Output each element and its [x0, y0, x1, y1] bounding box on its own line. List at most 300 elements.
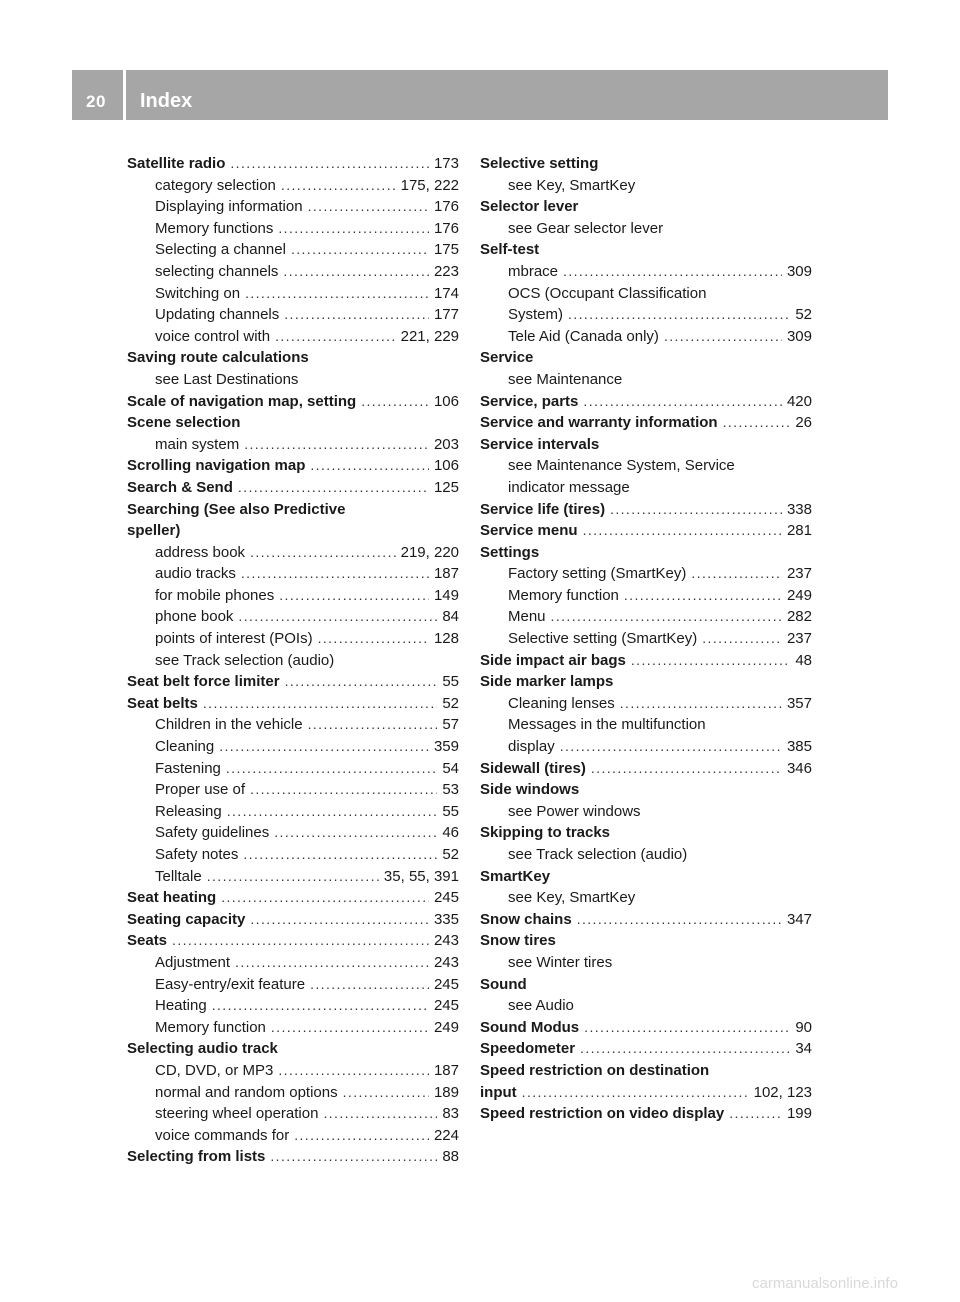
dot-leader — [729, 1103, 782, 1125]
index-subentry — [127, 369, 459, 391]
entry-label: CD, DVD, or MP3 — [155, 1061, 274, 1079]
entry-label: Side impact air bags — [480, 651, 626, 669]
index-entry — [127, 1038, 459, 1060]
index-entry — [127, 1146, 459, 1168]
page-reference: 106 — [433, 392, 459, 410]
index-subentry — [127, 434, 459, 456]
entry-label: Satellite radio — [127, 155, 226, 172]
entry-label: audio tracks — [155, 565, 236, 583]
index-subentry — [127, 326, 459, 348]
dot-leader — [235, 952, 429, 974]
page-reference: 106 — [433, 457, 459, 475]
dot-leader — [308, 714, 438, 736]
dot-leader — [580, 1038, 790, 1060]
page-reference: 243 — [433, 953, 459, 971]
entry-label: Cleaning — [155, 738, 215, 756]
index-subentry — [127, 218, 459, 240]
index-subentry — [127, 283, 459, 305]
dot-leader — [568, 304, 790, 326]
entry-label: see Key, SmartKey — [508, 889, 636, 907]
entry-label: Settings — [480, 543, 540, 561]
page-reference: 187 — [433, 565, 459, 583]
entry-label: Service menu — [480, 522, 578, 540]
watermark: carmanualsonline.info — [752, 1275, 898, 1292]
dot-leader — [291, 239, 429, 261]
entry-label: Displaying information — [155, 198, 303, 216]
index-subentry — [480, 693, 812, 715]
page-reference: 102, 123 — [753, 1083, 812, 1101]
entry-label: see Audio — [508, 997, 574, 1015]
dot-leader — [221, 887, 429, 909]
entry-label: Tele Aid (Canada only) — [508, 327, 659, 345]
entry-label: Children in the vehicle — [155, 716, 303, 734]
dot-leader — [271, 1017, 429, 1039]
page-reference: 221, 229 — [400, 327, 459, 345]
entry-label: Switching on — [155, 284, 241, 302]
dot-leader — [227, 801, 438, 823]
page-number: 20 — [86, 92, 106, 111]
entry-label: display — [508, 738, 555, 756]
dot-leader — [238, 477, 429, 499]
dot-leader — [285, 671, 438, 693]
dot-leader — [226, 758, 437, 780]
index-entry — [480, 347, 812, 369]
dot-leader — [323, 1103, 437, 1125]
page-reference: 347 — [786, 910, 812, 928]
page-reference: 224 — [433, 1126, 459, 1144]
entry-label: mbrace — [508, 262, 559, 280]
dot-leader — [274, 822, 437, 844]
index-entry — [480, 866, 812, 888]
index-entry — [480, 153, 812, 175]
index-subentry — [480, 563, 812, 585]
entry-label: Seat belt force limiter — [127, 673, 280, 691]
index-subentry — [127, 1060, 459, 1082]
entry-label: Adjustment — [155, 953, 231, 971]
entry-label: speller) — [127, 522, 181, 540]
index-subentry — [127, 714, 459, 736]
dot-leader — [310, 455, 429, 477]
index-entry — [480, 1060, 812, 1082]
entry-label: Memory function — [155, 1018, 266, 1036]
dot-leader — [172, 930, 429, 952]
entry-label: System) — [508, 306, 564, 324]
entry-label: Safety notes — [155, 846, 239, 863]
index-subentry — [480, 714, 812, 736]
index-entry — [480, 822, 812, 844]
index-entry — [480, 542, 812, 564]
index-entry — [480, 391, 812, 413]
page-reference: 359 — [433, 738, 459, 756]
page-reference: 243 — [433, 932, 459, 950]
dot-leader — [250, 909, 429, 931]
entry-label: see Track selection (audio) — [155, 651, 335, 669]
index-subentry — [127, 1017, 459, 1039]
entry-label: Side marker lamps — [480, 673, 614, 691]
index-subentry — [127, 779, 459, 801]
entry-label: Service, parts — [480, 392, 579, 410]
entry-label: steering wheel operation — [155, 1105, 319, 1123]
index-subentry — [480, 175, 812, 197]
index-entry — [480, 909, 812, 931]
index-entry — [480, 1017, 812, 1039]
index-entry — [480, 758, 812, 780]
index-column-left — [127, 153, 459, 1168]
page-reference: 128 — [433, 630, 459, 648]
page-reference: 219, 220 — [400, 543, 459, 561]
entry-label: see Track selection (audio) — [508, 846, 688, 863]
page-reference: 52 — [795, 306, 812, 324]
index-entry — [127, 693, 459, 715]
entry-label: Selecting from lists — [127, 1148, 266, 1166]
dot-leader — [203, 693, 437, 715]
entry-label: Service — [480, 349, 534, 367]
index-subentry — [127, 952, 459, 974]
index-subentry — [127, 239, 459, 261]
index-subentry — [127, 866, 459, 888]
index-subentry — [127, 844, 459, 866]
index-entry — [127, 499, 459, 521]
dot-leader — [610, 499, 782, 521]
entry-label: Sound — [480, 975, 527, 993]
index-subentry — [127, 758, 459, 780]
entry-label: see Maintenance System, Service — [508, 457, 735, 475]
page-reference: 223 — [433, 262, 459, 280]
index-subentry — [480, 887, 812, 909]
entry-label: Sound Modus — [480, 1018, 580, 1036]
entry-label: see Power windows — [508, 802, 641, 820]
index-subentry — [127, 736, 459, 758]
page-reference: 57 — [442, 716, 459, 734]
dot-leader — [551, 606, 782, 628]
index-entry — [480, 520, 812, 542]
page-reference: 237 — [786, 565, 812, 583]
index-subentry — [127, 304, 459, 326]
dot-leader — [664, 326, 782, 348]
page-reference: 35, 55, 391 — [383, 867, 459, 885]
entry-label: Releasing — [155, 802, 222, 820]
index-entry — [480, 499, 812, 521]
index-entry — [127, 153, 459, 175]
entry-label: see Key, SmartKey — [508, 176, 636, 194]
dot-leader — [624, 585, 782, 607]
index-entry — [127, 887, 459, 909]
page-reference: 189 — [433, 1083, 459, 1101]
index-subentry — [480, 844, 812, 866]
index-subentry — [127, 175, 459, 197]
page-reference: 385 — [786, 738, 812, 756]
index-subentry — [480, 477, 812, 499]
dot-leader — [270, 1146, 437, 1168]
page-reference: 46 — [442, 824, 459, 842]
dot-leader — [723, 412, 791, 434]
entry-label: Proper use of — [155, 781, 246, 799]
entry-label: Memory functions — [155, 219, 274, 237]
dot-leader — [250, 542, 396, 564]
entry-label: Selecting a channel — [155, 241, 286, 259]
page-reference: 173 — [433, 155, 459, 172]
page-reference: 245 — [433, 889, 459, 907]
entry-label: see Last Destinations — [155, 370, 299, 388]
entry-label: OCS (Occupant Classification — [508, 284, 707, 302]
page-reference: 84 — [442, 608, 459, 626]
page-reference: 149 — [433, 586, 459, 604]
entry-label: Side windows — [480, 781, 580, 799]
index-column-right — [480, 153, 812, 1125]
dot-leader — [702, 628, 782, 650]
index-entry — [480, 1082, 812, 1104]
dot-leader — [343, 1082, 429, 1104]
index-subentry — [127, 1082, 459, 1104]
entry-label: for mobile phones — [155, 586, 275, 604]
index-subentry — [127, 585, 459, 607]
index-entry — [127, 477, 459, 499]
entry-label: Updating channels — [155, 306, 280, 324]
index-entry — [480, 239, 812, 261]
dot-leader — [631, 650, 790, 672]
index-subentry — [127, 822, 459, 844]
index-entry — [480, 1038, 812, 1060]
page-reference: 174 — [433, 284, 459, 302]
entry-label: see Maintenance — [508, 370, 623, 388]
dot-leader — [563, 261, 782, 283]
dot-leader — [230, 153, 429, 175]
page-reference: 335 — [433, 910, 459, 928]
index-subentry — [480, 304, 812, 326]
entry-label: normal and random options — [155, 1083, 338, 1101]
dot-leader — [310, 974, 429, 996]
entry-label: Safety guidelines — [155, 824, 270, 842]
entry-label: selecting channels — [155, 262, 279, 280]
entry-label: Service intervals — [480, 435, 600, 453]
index-entry — [480, 412, 812, 434]
entry-label: input — [480, 1083, 517, 1101]
page-reference: 309 — [786, 262, 812, 280]
entry-label: see Winter tires — [508, 953, 613, 971]
index-subentry — [127, 542, 459, 564]
entry-label: voice control with — [155, 327, 271, 345]
index-entry — [127, 455, 459, 477]
entry-label: Service life (tires) — [480, 500, 606, 518]
index-subentry — [127, 563, 459, 585]
entry-label: Skipping to tracks — [480, 824, 611, 842]
dot-leader — [294, 1125, 429, 1147]
index-entry — [480, 434, 812, 456]
dot-leader — [278, 1060, 429, 1082]
entry-label: Selecting audio track — [127, 1040, 278, 1058]
index-subentry — [127, 1103, 459, 1125]
index-entry — [480, 650, 812, 672]
index-subentry — [127, 1125, 459, 1147]
page-reference: 237 — [786, 630, 812, 648]
page-reference: 175, 222 — [400, 176, 459, 194]
index-entry — [127, 909, 459, 931]
index-subentry — [480, 952, 812, 974]
dot-leader — [278, 218, 429, 240]
index-entry — [127, 671, 459, 693]
entry-label: Telltale — [155, 867, 202, 885]
entry-label: Fastening — [155, 759, 221, 777]
entry-label: Seats — [127, 932, 168, 950]
entry-label: see Gear selector lever — [508, 219, 664, 237]
page-reference: 55 — [442, 673, 459, 691]
dot-leader — [284, 304, 429, 326]
dot-leader — [219, 736, 429, 758]
entry-label: Speed restriction on destination — [480, 1061, 710, 1079]
entry-label: category selection — [155, 176, 276, 194]
dot-leader — [275, 326, 396, 348]
page-reference: 357 — [786, 694, 812, 712]
index-subentry — [127, 628, 459, 650]
header-bar — [72, 70, 888, 120]
index-subentry — [480, 585, 812, 607]
page-reference: 282 — [786, 608, 812, 626]
entry-label: address book — [155, 543, 246, 561]
dot-leader — [283, 261, 429, 283]
page-reference: 338 — [786, 500, 812, 518]
dot-leader — [560, 736, 782, 758]
entry-label: Seat heating — [127, 889, 217, 907]
dot-leader — [308, 196, 429, 218]
page-reference: 187 — [433, 1061, 459, 1079]
dot-leader — [583, 391, 782, 413]
dot-leader — [207, 866, 379, 888]
index-entry — [127, 520, 459, 542]
entry-label: Cleaning lenses — [508, 694, 615, 712]
page-reference: 176 — [433, 198, 459, 216]
index-subentry — [480, 995, 812, 1017]
dot-leader — [691, 563, 782, 585]
page-reference: 125 — [433, 478, 459, 496]
dot-leader — [241, 563, 429, 585]
entry-label: Factory setting (SmartKey) — [508, 565, 687, 583]
page-reference: 199 — [786, 1105, 812, 1123]
entry-label: Self-test — [480, 241, 540, 259]
page-reference: 203 — [433, 435, 459, 453]
index-subentry — [480, 326, 812, 348]
index-subentry — [127, 606, 459, 628]
page-reference: 53 — [442, 781, 459, 799]
index-subentry — [127, 196, 459, 218]
index-subentry — [127, 801, 459, 823]
index-subentry — [480, 369, 812, 391]
index-entry — [127, 930, 459, 952]
page-reference: 52 — [442, 694, 459, 712]
index-entry — [480, 671, 812, 693]
entry-label: Seat belts — [127, 694, 198, 712]
dot-leader — [244, 434, 429, 456]
index-entry — [480, 196, 812, 218]
entry-label: main system — [155, 435, 240, 453]
entry-label: Memory function — [508, 586, 619, 604]
entry-label: Searching (See also Predictive — [127, 500, 346, 518]
index-subentry — [480, 628, 812, 650]
dot-leader — [250, 779, 437, 801]
entry-label: Scrolling navigation map — [127, 457, 306, 475]
page-reference: 176 — [433, 219, 459, 237]
page-reference: 88 — [442, 1148, 459, 1166]
page-reference: 175 — [433, 241, 459, 259]
index-subentry — [480, 283, 812, 305]
entry-label: Scale of navigation map, setting — [127, 392, 357, 410]
entry-label: Sidewall (tires) — [480, 759, 586, 777]
index-entry — [480, 1103, 812, 1125]
page-reference: 281 — [786, 522, 812, 540]
index-subentry — [127, 650, 459, 672]
page-reference: 177 — [433, 306, 459, 324]
index-entry — [480, 974, 812, 996]
entry-label: points of interest (POIs) — [155, 630, 313, 648]
page-reference: 249 — [433, 1018, 459, 1036]
dot-leader — [238, 606, 437, 628]
dot-leader — [245, 283, 429, 305]
entry-label: SmartKey — [480, 867, 551, 885]
entry-label: Selector lever — [480, 198, 579, 216]
entry-label: Messages in the multifunction — [508, 716, 706, 734]
dot-leader — [279, 585, 429, 607]
dot-leader — [620, 693, 782, 715]
page-reference: 48 — [795, 651, 812, 669]
index-entry — [480, 930, 812, 952]
entry-label: phone book — [155, 608, 234, 626]
dot-leader — [212, 995, 429, 1017]
dot-leader — [583, 520, 782, 542]
entry-label: indicator message — [508, 478, 630, 496]
page-reference: 34 — [795, 1040, 812, 1058]
page-reference: 346 — [786, 759, 812, 777]
entry-label: Saving route calculations — [127, 349, 309, 367]
entry-label: Selective setting (SmartKey) — [508, 630, 698, 648]
entry-label: voice commands for — [155, 1126, 290, 1144]
index-entry — [127, 391, 459, 413]
page-reference: 245 — [433, 997, 459, 1015]
index-subentry — [480, 261, 812, 283]
entry-label: Seating capacity — [127, 910, 246, 928]
dot-leader — [361, 391, 429, 413]
page-reference: 54 — [442, 759, 459, 777]
page-reference: 55 — [442, 802, 459, 820]
entry-label: Selective setting — [480, 155, 599, 172]
dot-leader — [281, 175, 396, 197]
index-subentry — [127, 995, 459, 1017]
dot-leader — [584, 1017, 790, 1039]
entry-label: Scene selection — [127, 414, 241, 432]
index-subentry — [480, 455, 812, 477]
index-subentry — [127, 974, 459, 996]
page-reference: 90 — [795, 1018, 812, 1036]
entry-label: Speed restriction on video display — [480, 1105, 725, 1123]
entry-label: Service and warranty information — [480, 414, 718, 432]
index-entry — [127, 412, 459, 434]
index-subentry — [480, 218, 812, 240]
index-subentry — [480, 736, 812, 758]
page-reference: 83 — [442, 1105, 459, 1123]
dot-leader — [318, 628, 429, 650]
entry-label: Snow tires — [480, 932, 556, 950]
dot-leader — [591, 758, 782, 780]
dot-leader — [522, 1082, 749, 1104]
dot-leader — [243, 844, 437, 866]
entry-label: Snow chains — [480, 910, 572, 928]
dot-leader — [577, 909, 782, 931]
index-subentry — [480, 606, 812, 628]
page-reference: 249 — [786, 586, 812, 604]
index-entry — [480, 779, 812, 801]
page-reference: 26 — [795, 414, 812, 432]
page-reference: 245 — [433, 975, 459, 993]
index-subentry — [127, 261, 459, 283]
entry-label: Search & Send — [127, 478, 233, 496]
